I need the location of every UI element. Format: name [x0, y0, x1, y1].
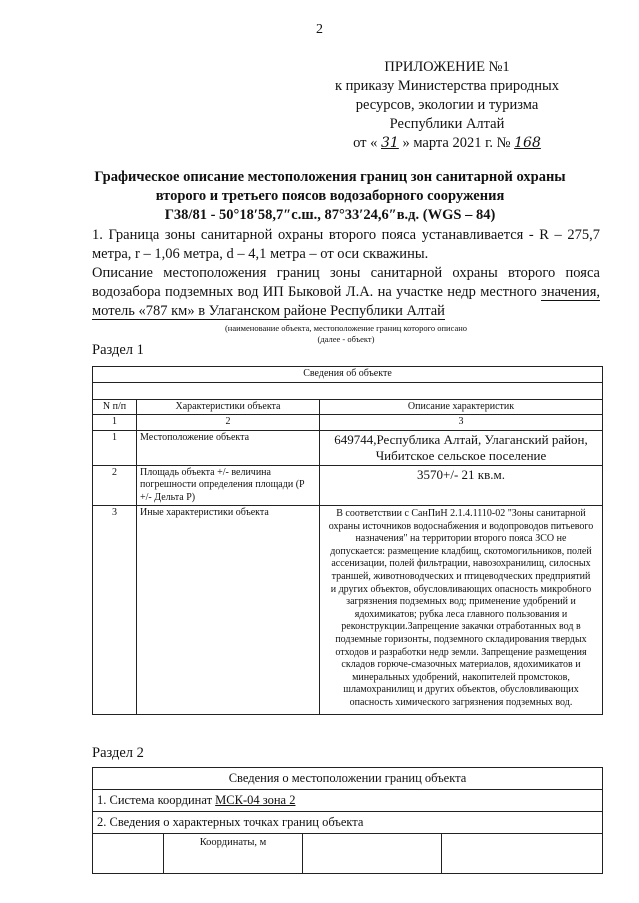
column-number: 2 [137, 415, 320, 431]
paragraph-description: Описание местоположения границ зоны санитарной охраны второго пояса водозабора подземных вод ИП Быковой Л.А. на участке недр местного значения, мотель «787 км» в Улаганском районе Республики Алтай [92, 265, 600, 319]
document-title: Графическое описание местоположения границ зон санитарной охраны второго и третьего поясов водозаборного сооружения Г38/81 - 50°18′58,7″с.ш., 87°33′24,6″в.д. (WGS – 84) [94, 169, 566, 223]
table-spacer [93, 382, 603, 399]
paragraph-boundary: 1. Граница зоны санитарной охраны второго пояса устанавливается - R – 275,7 метра, r – 1,06 метра, d – 4,1 метра – от оси скважины. [92, 227, 600, 262]
appendix-line: ресурсов, экологии и туризма [355, 97, 539, 113]
appendix-line: Республики Алтай [389, 116, 505, 132]
table-row: 1 Местоположение объекта 649744,Республика Алтай, Улаганский район, Чибитское сельское поселение [93, 430, 603, 465]
column-header: Характеристики объекта [137, 399, 320, 415]
page-number: 2 [316, 22, 323, 37]
appendix-block [317, 58, 577, 153]
handwritten-day: 31 [381, 135, 399, 151]
column-header: N п/п [93, 399, 137, 415]
appendix-date: от « 31 » марта 2021 г. № 168 [353, 135, 541, 151]
table-row: 3 Иные характеристики объекта В соответствии с СанПиН 2.1.4.1110-02 "Зоны санитарной охраны источников водоснабжения и водопроводов питьевого назначения" на территории второго пояса ЗСО не допускается: размещение кладбищ, скотомогильников, полей ассенизации, полей фильтрации, навозохранилищ, силосных траншей, животноводческих и птицеводческих предприятий и других объектов, обусловливающих опасность микробного загрязнения подземных вод; применение удобрений и ядохимикатов; рубка леса главного пользования и реконструкции.Запрещение закачки отработанных вод в подземные горизонты, подземного складирования твердых отходов и разработки недр земли. Запрещение размещения складов горюче-смазочных материалов, ядохимикатов и минеральных удобрений, накопителей промстоков, шламохранилищ и других объектов, обусловливающих опасность химического загрязнения подземных вод. [93, 506, 603, 715]
object-caption: (наименование объекта, местоположение границ которого описано (далее - объект) [224, 323, 468, 344]
coordinates-header: Координаты, м [164, 834, 303, 874]
handwritten-order-number: 168 [514, 135, 541, 151]
column-header: Описание характеристик [320, 399, 603, 415]
coordinate-system-row: 1. Система координат МСК-04 зона 2 [93, 790, 603, 812]
table-header: Сведения об объекте [93, 367, 603, 383]
section1-label: Раздел 1 [92, 342, 144, 358]
appendix-line: к приказу Министерства природных [334, 78, 560, 94]
table-row: 2 Площадь объекта +/- величина погрешности определения площади (P +/- Дельта P) 3570+/- 21 кв.м. [93, 465, 603, 506]
object-info-table [92, 366, 603, 715]
boundary-info-table [92, 767, 603, 874]
column-number: 3 [320, 415, 603, 431]
section2-label: Раздел 2 [92, 745, 144, 761]
characteristic-points-row: 2. Сведения о характерных точках границ объекта [93, 812, 603, 834]
column-number: 1 [93, 415, 137, 431]
table-header: Сведения о местоположении границ объекта [93, 768, 603, 790]
appendix-line: ПРИЛОЖЕНИЕ №1 [384, 59, 510, 75]
